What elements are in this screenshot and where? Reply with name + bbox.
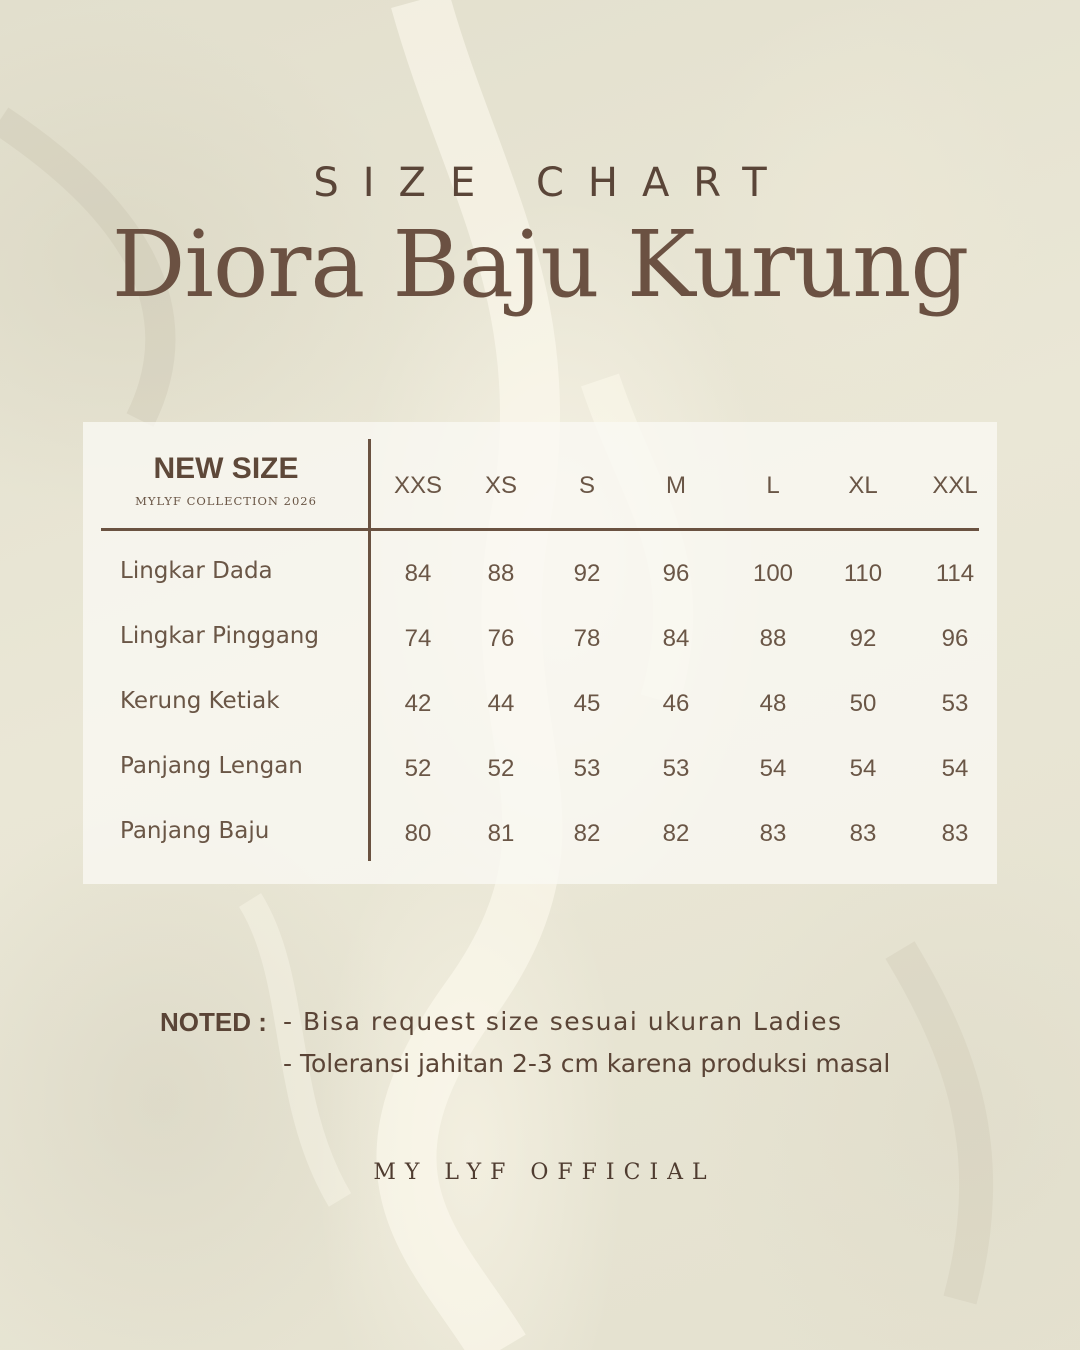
- row-label-lingkar-dada: Lingkar Dada: [120, 558, 273, 584]
- note-item: - Bisa request size sesuai ukuran Ladies: [283, 1007, 843, 1036]
- table-cell: 48: [759, 690, 787, 717]
- table-cell: 92: [849, 625, 877, 652]
- table-cell: 52: [404, 755, 432, 782]
- table-cell: 92: [573, 560, 601, 587]
- size-table: [83, 422, 997, 884]
- row-label-kerung-ketiak: Kerung Ketiak: [120, 688, 280, 714]
- table-cell: 84: [662, 625, 690, 652]
- size-header-m: M: [666, 472, 686, 499]
- size-header-s: S: [578, 472, 595, 499]
- product-title: Diora Baju Kurung: [111, 211, 969, 318]
- table-cell: 83: [849, 820, 877, 847]
- table-cell: 76: [487, 625, 515, 652]
- table-cell: 83: [941, 820, 969, 847]
- table-cell: 46: [662, 690, 690, 717]
- table-cell: 42: [404, 690, 432, 717]
- table-cell: 53: [573, 755, 601, 782]
- table-cell: 54: [941, 755, 969, 782]
- table-cell: 100: [752, 560, 794, 587]
- size-header-l: L: [766, 472, 780, 499]
- collection-label: MYLYF COLLECTION 2026: [135, 494, 317, 508]
- brand-footer: MY LYF OFFICIAL: [373, 1160, 716, 1185]
- table-cell: 88: [759, 625, 787, 652]
- row-label-lingkar-pinggang: Lingkar Pinggang: [120, 623, 319, 649]
- size-chart-subtitle: SIZE CHART: [313, 160, 791, 206]
- table-cell: 45: [573, 690, 601, 717]
- table-cell: 78: [573, 625, 601, 652]
- table-cell: 44: [487, 690, 515, 717]
- table-cell: 53: [662, 755, 690, 782]
- table-vertical-divider: [368, 439, 371, 861]
- table-cell: 52: [487, 755, 515, 782]
- table-cell: 82: [662, 820, 690, 847]
- table-cell: 82: [573, 820, 601, 847]
- size-header-xxs: XXS: [393, 472, 443, 499]
- table-cell: 54: [849, 755, 877, 782]
- table-cell: 96: [662, 560, 690, 587]
- size-header-xxl: XXL: [932, 472, 978, 499]
- notes-label: NOTED :: [160, 1007, 267, 1037]
- table-cell: 96: [941, 625, 969, 652]
- table-cell: 80: [404, 820, 432, 847]
- table-cell: 88: [487, 560, 515, 587]
- table-cell: 50: [849, 690, 877, 717]
- table-cell: 74: [404, 625, 432, 652]
- table-horizontal-divider: [101, 528, 979, 531]
- table-cell: 83: [759, 820, 787, 847]
- table-cell: 81: [487, 820, 515, 847]
- size-header-xs: XS: [484, 472, 517, 499]
- size-header-xl: XL: [848, 472, 878, 499]
- table-cell: 84: [404, 560, 432, 587]
- note-item: - Toleransi jahitan 2-3 cm karena produksi masal: [283, 1049, 891, 1078]
- row-label-panjang-lengan: Panjang Lengan: [120, 753, 303, 779]
- row-label-panjang-baju: Panjang Baju: [120, 818, 270, 844]
- table-cell: 114: [935, 560, 975, 587]
- table-cell: 110: [843, 560, 883, 587]
- table-cell: 54: [759, 755, 787, 782]
- table-cell: 53: [941, 690, 969, 717]
- new-size-heading: NEW SIZE: [153, 452, 299, 485]
